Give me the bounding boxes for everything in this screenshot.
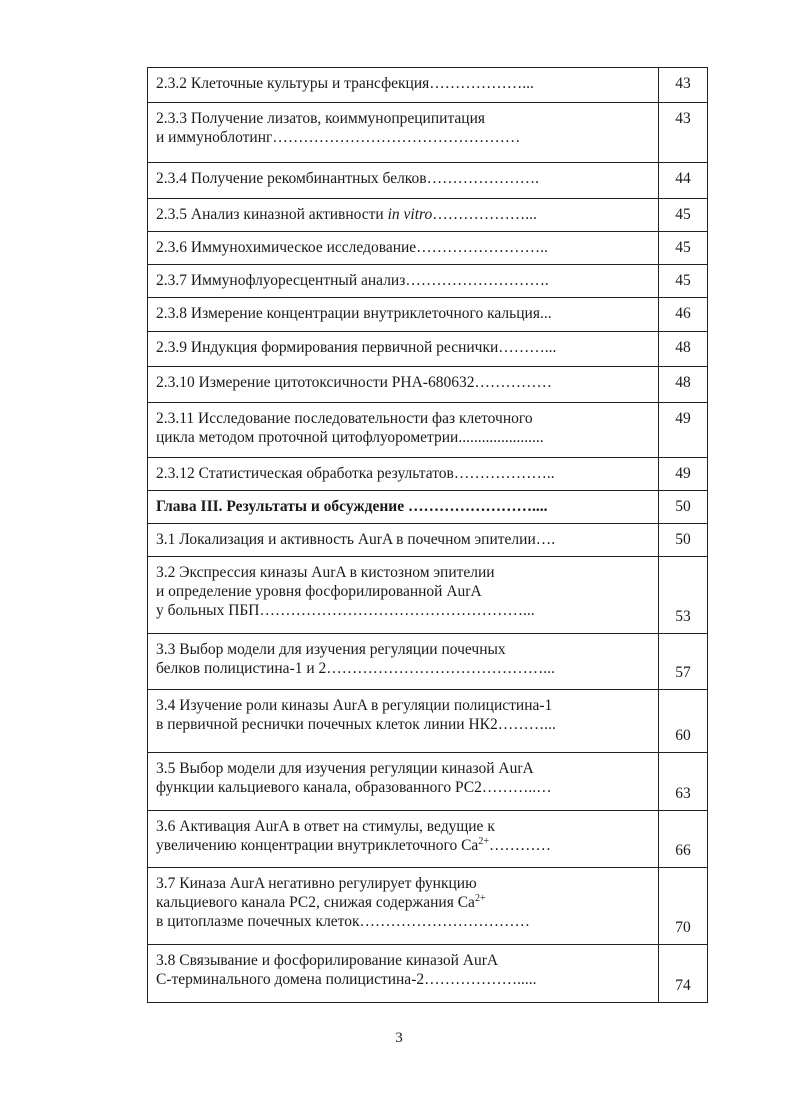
toc-entry-title: 2.3.8 Измерение концентрации внутриклеточного кальция... [148,298,659,332]
toc-entry-page: 60 [659,690,708,753]
toc-row [148,232,708,265]
toc-entry-title: 2.3.2 Клеточные культуры и трансфекция………………... [148,68,659,103]
toc-row [148,68,708,103]
toc-entry-page: 43 [659,103,708,163]
toc-entry-page: 50 [659,524,708,557]
toc-entry-title: 2.3.10 Измерение цитотоксичности PHA-680632…………… [148,367,659,403]
toc-entry-page: 43 [659,68,708,103]
toc-row [148,753,708,811]
toc-entry-page: 45 [659,265,708,298]
toc-entry-title: 3.1 Локализация и активность AurA в почечном эпителии…. [148,524,659,557]
toc-entry-title: 2.3.9 Индукция формирования первичной реснички………... [148,332,659,367]
toc-entry-page: 45 [659,199,708,232]
toc-row [148,811,708,868]
toc-entry-title: 2.3.12 Статистическая обработка результатов……………….. [148,458,659,491]
toc-row [148,634,708,690]
page-number: 3 [395,1030,403,1046]
toc-row [148,524,708,557]
toc-chapter-title: Глава III. Результаты и обсуждение …………………….... [148,491,659,524]
toc-entry-page: 44 [659,163,708,199]
toc-entry-page: 74 [659,945,708,1003]
toc-entry-page: 46 [659,298,708,332]
toc-row [148,557,708,634]
toc-row [148,403,708,458]
toc-entry-title: 2.3.5 Анализ киназной активности in vitro………………... [148,199,659,232]
toc-entry-title: 2.3.4 Получение рекомбинантных белков…………………. [148,163,659,199]
toc-row [148,868,708,945]
toc-row [148,332,708,367]
toc-row [148,298,708,332]
toc-entry-title: 2.3.3 Получение лизатов, коиммунопреципитация и иммуноблотинг………………………………………… [148,103,659,163]
toc-entry-page: 63 [659,753,708,811]
toc-row-chapter [148,491,708,524]
toc-entry-page: 48 [659,367,708,403]
toc-row [148,458,708,491]
toc-entry-title: 3.7 Киназа AurA негативно регулирует функцию кальциевого канала РС2, снижая содержания $Са^{2+}$ в цитоплазме почечных клеток…………………………… [148,868,659,945]
toc-entry-page: 70 [659,868,708,945]
toc-entry-title: 3.8 Связывание и фосфорилирование киназой AurA С-терминального домена полицистина-2………………..... [148,945,659,1003]
toc-row [148,945,708,1003]
toc-entry-page: 66 [659,811,708,868]
toc-entry-page: 57 [659,634,708,690]
toc-row [148,690,708,753]
toc-entry-page: 49 [659,403,708,458]
toc-entry-title: 2.3.6 Иммунохимическое исследование…………………….. [148,232,659,265]
toc-entry-title: 3.3 Выбор модели для изучения регуляции почечных белков полицистина-1 и 2……………………………………... [148,634,659,690]
toc-entry-title: 2.3.7 Иммунофлуоресцентный анализ………………………. [148,265,659,298]
toc-entry-title: 3.2 Экспрессия киназы AurA в кистозном эпителии и определение уровня фосфорилированной AurA у больных ПБП……………………………………………... [148,557,659,634]
toc-row [148,103,708,163]
toc-entry-title: 2.3.11 Исследование последовательности фаз клеточного цикла методом проточной цитофлуорометрии...................... [148,403,659,458]
toc-entry-page: 49 [659,458,708,491]
toc-entry-page: 53 [659,557,708,634]
toc-entry-page: 50 [659,491,708,524]
toc-row [148,163,708,199]
toc-entry-title: 3.4 Изучение роли киназы AurA в регуляции полицистина-1 в первичной реснички почечных клеток линии НК2………... [148,690,659,753]
toc-row [148,367,708,403]
toc-row [148,199,708,232]
toc-entry-title: 3.5 Выбор модели для изучения регуляции киназой AurA функции кальциевого канала, образованного РС2………..… [148,753,659,811]
toc-entry-title: 3.6 Активация AurA в ответ на стимулы, ведущие к увеличению концентрации внутриклеточного $Са^{2+}\dots\dots\dots\dots$ [148,811,659,868]
toc-entry-page: 48 [659,332,708,367]
table-of-contents [147,67,708,1003]
toc-row [148,265,708,298]
toc-entry-page: 45 [659,232,708,265]
